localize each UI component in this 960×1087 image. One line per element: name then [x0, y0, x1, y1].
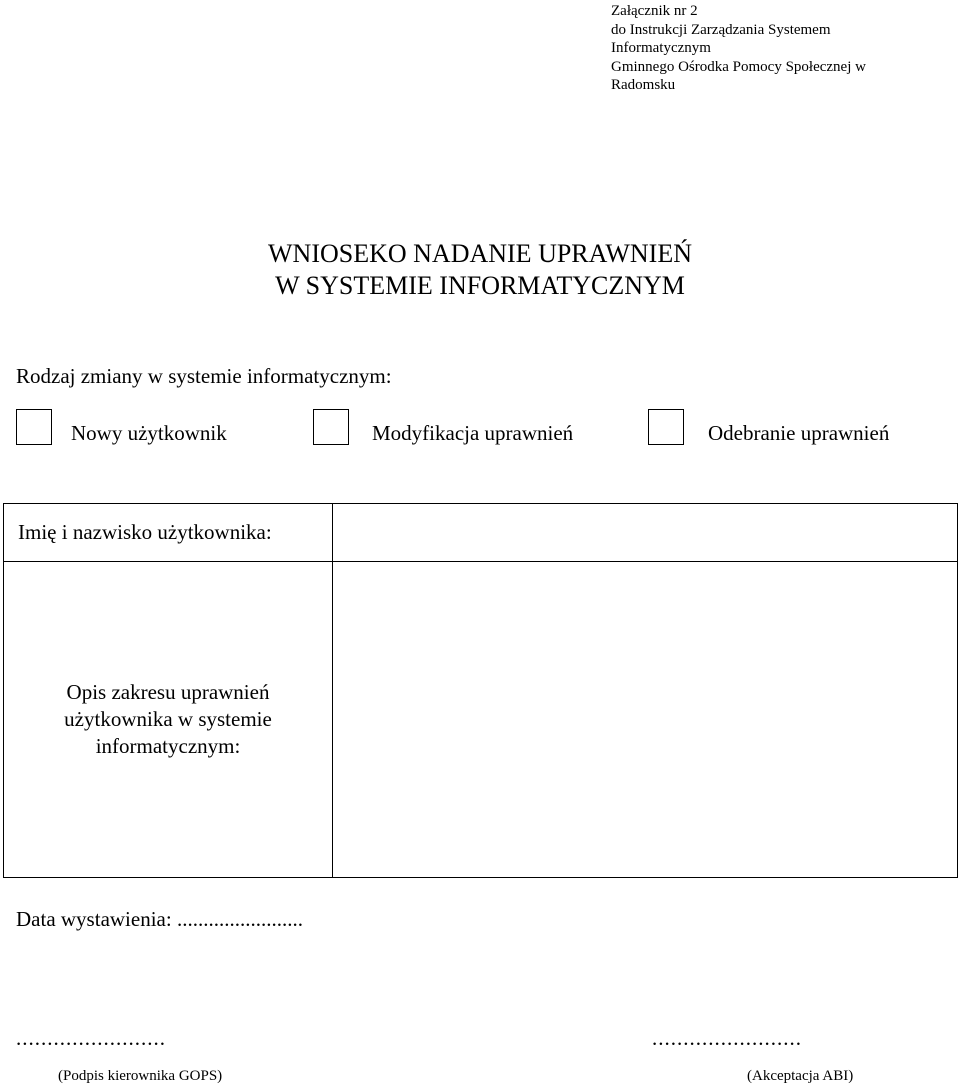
signature-caption-right: (Akceptacja ABI) — [747, 1068, 854, 1084]
attachment-note — [611, 2, 866, 95]
signature-line-left: ........................ — [16, 1026, 166, 1050]
name-label-cell — [4, 504, 333, 562]
title-line-1: WNIOSEKO NADANIE UPRAWNIEŃ — [268, 239, 692, 268]
checkbox-revoke-permissions[interactable] — [648, 409, 684, 445]
document-title — [0, 238, 960, 302]
table-row — [4, 562, 958, 878]
issue-date-line — [16, 905, 303, 933]
scope-label-line: Opis zakresu uprawnień — [66, 680, 270, 704]
table-row — [4, 504, 958, 562]
title-line-2: W SYSTEMIE INFORMATYCZNYM — [275, 271, 685, 300]
issue-date-label: Data wystawienia: — [16, 907, 172, 931]
checkbox-new-user[interactable] — [16, 409, 52, 445]
checkbox-label-new-user: Nowy użytkownik — [71, 421, 227, 445]
attachment-line: Informatycznym — [611, 40, 711, 56]
checkbox-modify-permissions[interactable] — [313, 409, 349, 445]
checkbox-label-revoke-permissions: Odebranie uprawnień — [708, 421, 890, 445]
name-field[interactable] — [333, 504, 958, 562]
request-form-table — [3, 503, 958, 878]
signature-caption-left: (Podpis kierownika GOPS) — [58, 1068, 223, 1084]
signature-line-right: ........................ — [652, 1026, 802, 1050]
change-type-label: Rodzaj zmiany w systemie informatycznym: — [16, 364, 392, 388]
attachment-line: Radomsku — [611, 77, 676, 93]
issue-date-field[interactable]: ........................ — [176, 907, 303, 931]
scope-field[interactable] — [333, 562, 958, 878]
checkbox-label-modify-permissions: Modyfikacja uprawnień — [372, 421, 574, 445]
scope-label-cell — [4, 562, 333, 878]
attachment-line: Załącznik nr 2 — [611, 3, 698, 19]
attachment-line: do Instrukcji Zarządzania Systemem — [611, 21, 831, 38]
scope-label-line: informatycznym: — [95, 734, 241, 758]
scope-label-line: użytkownika w systemie — [64, 707, 272, 731]
name-label: Imię i nazwisko użytkownika: — [18, 520, 272, 544]
attachment-line: Gminnego Ośrodka Pomocy Społecznej w — [611, 58, 866, 75]
